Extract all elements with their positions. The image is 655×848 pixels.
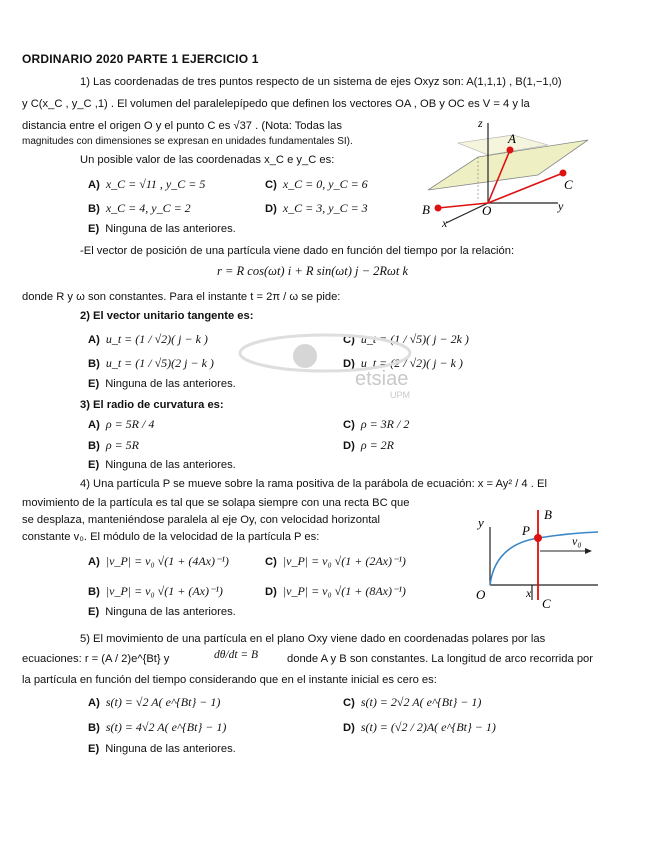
q4-figure-label-p: P bbox=[522, 523, 530, 538]
q4-option-e[interactable]: E) Ninguna de las anteriores. bbox=[88, 606, 236, 618]
q1-figure-label-z: z bbox=[478, 116, 483, 130]
q3-option-b-text: ρ = 5R bbox=[105, 438, 139, 452]
q4-figure-label-y: y bbox=[478, 515, 484, 530]
q4-figure-label-b: B bbox=[544, 507, 552, 522]
watermark-sub: UPM bbox=[390, 390, 410, 400]
q2-option-a[interactable]: A) u_t = (1 / √2)( j − k ) bbox=[88, 332, 208, 346]
q2-option-d[interactable]: D) u_t = (2 / √2)( j − k ) bbox=[343, 356, 463, 370]
intro2-line-1: -El vector de posición de una partícula viene dado en función del tiempo por la relación: bbox=[80, 245, 515, 257]
q1-figure-label-x: x bbox=[442, 216, 448, 230]
q1-figure-point-a bbox=[507, 147, 514, 154]
q1-figure-label-b: B bbox=[422, 202, 430, 217]
q1-figure-parallelepiped bbox=[418, 115, 598, 230]
q4-figure-label-c: C bbox=[542, 596, 551, 610]
q4-option-e-text: Ninguna de las anteriores. bbox=[105, 606, 236, 618]
watermark-sphere bbox=[293, 344, 317, 368]
q4-line-1: 4) Una partícula P se mueve sobre la rama positiva de la parábola de ecuación: x = Ay² / 4 . El bbox=[80, 478, 547, 490]
q1-line-4: magnitudes con dimensiones se expresan en unidades fundamentales SI). bbox=[22, 136, 353, 147]
q2-option-c[interactable]: C) u_t = (1 / √5)( j − 2k ) bbox=[343, 332, 469, 346]
q3-option-e[interactable]: E) Ninguna de las anteriores. bbox=[88, 459, 236, 471]
q4-option-d[interactable]: D) |v_P| = v₀ √(1 + (8Ax)⁻¹) bbox=[265, 584, 406, 598]
q1-option-e[interactable]: E) Ninguna de las anteriores. bbox=[88, 223, 236, 235]
q5-option-c[interactable]: C) s(t) = 2√2 A( e^{Bt} − 1) bbox=[343, 695, 482, 709]
q5-option-a[interactable]: A) s(t) = √2 A( e^{Bt} − 1) bbox=[88, 695, 221, 709]
q4-figure-parabola bbox=[470, 505, 610, 610]
q2-option-b-text: u_t = (1 / √5)(2 j − k ) bbox=[105, 356, 214, 370]
q5-option-e[interactable]: E) Ninguna de las anteriores. bbox=[88, 743, 236, 755]
intro2-equation: r = R cos(ωt) i + R sin(ωt) j − 2Rωt k bbox=[217, 264, 408, 278]
q5-line-2a: ecuaciones: r = (A / 2)e^{Bt} y bbox=[22, 653, 170, 665]
q1-option-c-text: x_C = 0, y_C = 6 bbox=[282, 177, 368, 191]
q5-option-a-text: s(t) = √2 A( e^{Bt} − 1) bbox=[105, 695, 221, 709]
q1-line-5: Un posible valor de las coordenadas x_C e y_C es: bbox=[80, 154, 335, 166]
q4-figure-v0-arrowhead bbox=[585, 548, 592, 554]
q5-option-e-text: Ninguna de las anteriores. bbox=[105, 743, 236, 755]
q1-option-b[interactable]: B) x_C = 4, y_C = 2 bbox=[88, 201, 191, 215]
page-title: ORDINARIO 2020 PARTE 1 EJERCICIO 1 bbox=[22, 52, 259, 66]
q1-figure-label-o: O bbox=[482, 203, 492, 218]
q4-option-b[interactable]: B) |v_P| = v₀ √(1 + (Ax)⁻¹) bbox=[88, 584, 223, 598]
q4-option-c-text: |v_P| = v₀ √(1 + (2Ax)⁻¹) bbox=[282, 554, 406, 568]
q4-figure-label-v0: v₀ bbox=[572, 534, 582, 548]
watermark-brand: etsiae bbox=[355, 368, 409, 390]
q3-stem: 3) El radio de curvatura es: bbox=[80, 399, 224, 411]
q3-option-a[interactable]: A) ρ = 5R / 4 bbox=[88, 417, 155, 431]
q2-option-e[interactable]: E) Ninguna de las anteriores. bbox=[88, 378, 236, 390]
q1-line-2: y C(x_C , y_C ,1) . El volumen del paralelepípedo que definen los vectores OA , OB y OC es V = 4 y la bbox=[22, 98, 530, 110]
q2-option-d-text: u_t = (2 / √2)( j − k ) bbox=[360, 356, 463, 370]
q4-figure-label-x: x bbox=[526, 586, 532, 600]
q4-figure-parabola-curve bbox=[490, 532, 598, 585]
q3-option-c[interactable]: C) ρ = 3R / 2 bbox=[343, 417, 410, 431]
q1-figure-point-b bbox=[435, 205, 442, 212]
q5-line-2b: dθ/dt = B bbox=[214, 649, 259, 661]
q5-option-b-text: s(t) = 4√2 A( e^{Bt} − 1) bbox=[105, 720, 227, 734]
q1-option-d-text: x_C = 3, y_C = 3 bbox=[282, 201, 368, 215]
q1-option-d[interactable]: D) x_C = 3, y_C = 3 bbox=[265, 201, 368, 215]
q5-option-c-text: s(t) = 2√2 A( e^{Bt} − 1) bbox=[360, 695, 482, 709]
q3-option-e-text: Ninguna de las anteriores. bbox=[105, 459, 236, 471]
intro2-line-2: donde R y ω son constantes. Para el instante t = 2π / ω se pide: bbox=[22, 291, 341, 303]
q1-figure-label-y: y bbox=[558, 199, 564, 213]
q1-option-a-text: x_C = √11 , y_C = 5 bbox=[105, 177, 206, 191]
q2-option-a-text: u_t = (1 / √2)( j − k ) bbox=[105, 332, 208, 346]
q3-option-b[interactable]: B) ρ = 5R bbox=[88, 438, 139, 452]
q4-option-d-text: |v_P| = v₀ √(1 + (8Ax)⁻¹) bbox=[282, 584, 406, 598]
q4-option-a[interactable]: A) |v_P| = v₀ √(1 + (4Ax)⁻¹) bbox=[88, 554, 229, 568]
q1-figure-vector-ob bbox=[438, 203, 488, 208]
q1-line-1: 1) Las coordenadas de tres puntos respecto de un sistema de ejes Oxyz son: A(1,1,1) , B(1,−1,0) bbox=[80, 76, 562, 88]
q5-option-d-text: s(t) = (√2 / 2)A( e^{Bt} − 1) bbox=[360, 720, 496, 734]
q1-figure-label-a: A bbox=[508, 131, 516, 146]
q2-option-e-text: Ninguna de las anteriores. bbox=[105, 378, 236, 390]
q3-option-a-text: ρ = 5R / 4 bbox=[105, 417, 155, 431]
q4-line-3: se desplaza, manteniéndose paralela al eje Oy, con velocidad horizontal bbox=[22, 514, 381, 526]
q4-option-a-text: |v_P| = v₀ √(1 + (4Ax)⁻¹) bbox=[105, 554, 229, 568]
q5-line-1: 5) El movimiento de una partícula en el plano Oxy viene dado en coordenadas polares por las bbox=[80, 633, 546, 645]
q3-option-d[interactable]: D) ρ = 2R bbox=[343, 438, 394, 452]
watermark-orbit bbox=[240, 335, 410, 371]
q4-line-2: movimiento de la partícula es tal que se solapa siempre con una recta BC que bbox=[22, 497, 410, 509]
q1-figure-point-c bbox=[560, 170, 567, 177]
q1-figure-label-c: C bbox=[564, 177, 573, 192]
q4-line-4: constante v₀. El módulo de la velocidad de la partícula P es: bbox=[22, 531, 320, 543]
q3-option-d-text: ρ = 2R bbox=[360, 438, 394, 452]
q5-option-d[interactable]: D) s(t) = (√2 / 2)A( e^{Bt} − 1) bbox=[343, 720, 496, 734]
q2-stem: 2) El vector unitario tangente es: bbox=[80, 310, 254, 322]
q1-option-b-text: x_C = 4, y_C = 2 bbox=[105, 201, 191, 215]
q4-option-c[interactable]: C) |v_P| = v₀ √(1 + (2Ax)⁻¹) bbox=[265, 554, 406, 568]
q4-option-b-text: |v_P| = v₀ √(1 + (Ax)⁻¹) bbox=[105, 584, 223, 598]
q4-figure-point-p bbox=[534, 534, 542, 542]
q1-option-e-text: Ninguna de las anteriores. bbox=[105, 223, 236, 235]
q2-option-c-text: u_t = (1 / √5)( j − 2k ) bbox=[360, 332, 469, 346]
q5-line-3: la partícula en función del tiempo considerando que en el instante inicial es cero es: bbox=[22, 674, 437, 686]
q2-option-b[interactable]: B) u_t = (1 / √5)(2 j − k ) bbox=[88, 356, 214, 370]
q5-line-2c: donde A y B son constantes. La longitud de arco recorrida por bbox=[287, 653, 593, 665]
q1-line-3: distancia entre el origen O y el punto C es √37 . (Nota: Todas las bbox=[22, 120, 342, 132]
q3-option-c-text: ρ = 3R / 2 bbox=[360, 417, 410, 431]
q1-option-c[interactable]: C) x_C = 0, y_C = 6 bbox=[265, 177, 368, 191]
q4-figure-label-o: O bbox=[476, 587, 486, 602]
q5-option-b[interactable]: B) s(t) = 4√2 A( e^{Bt} − 1) bbox=[88, 720, 227, 734]
q1-option-a[interactable]: A) x_C = √11 , y_C = 5 bbox=[88, 177, 206, 191]
